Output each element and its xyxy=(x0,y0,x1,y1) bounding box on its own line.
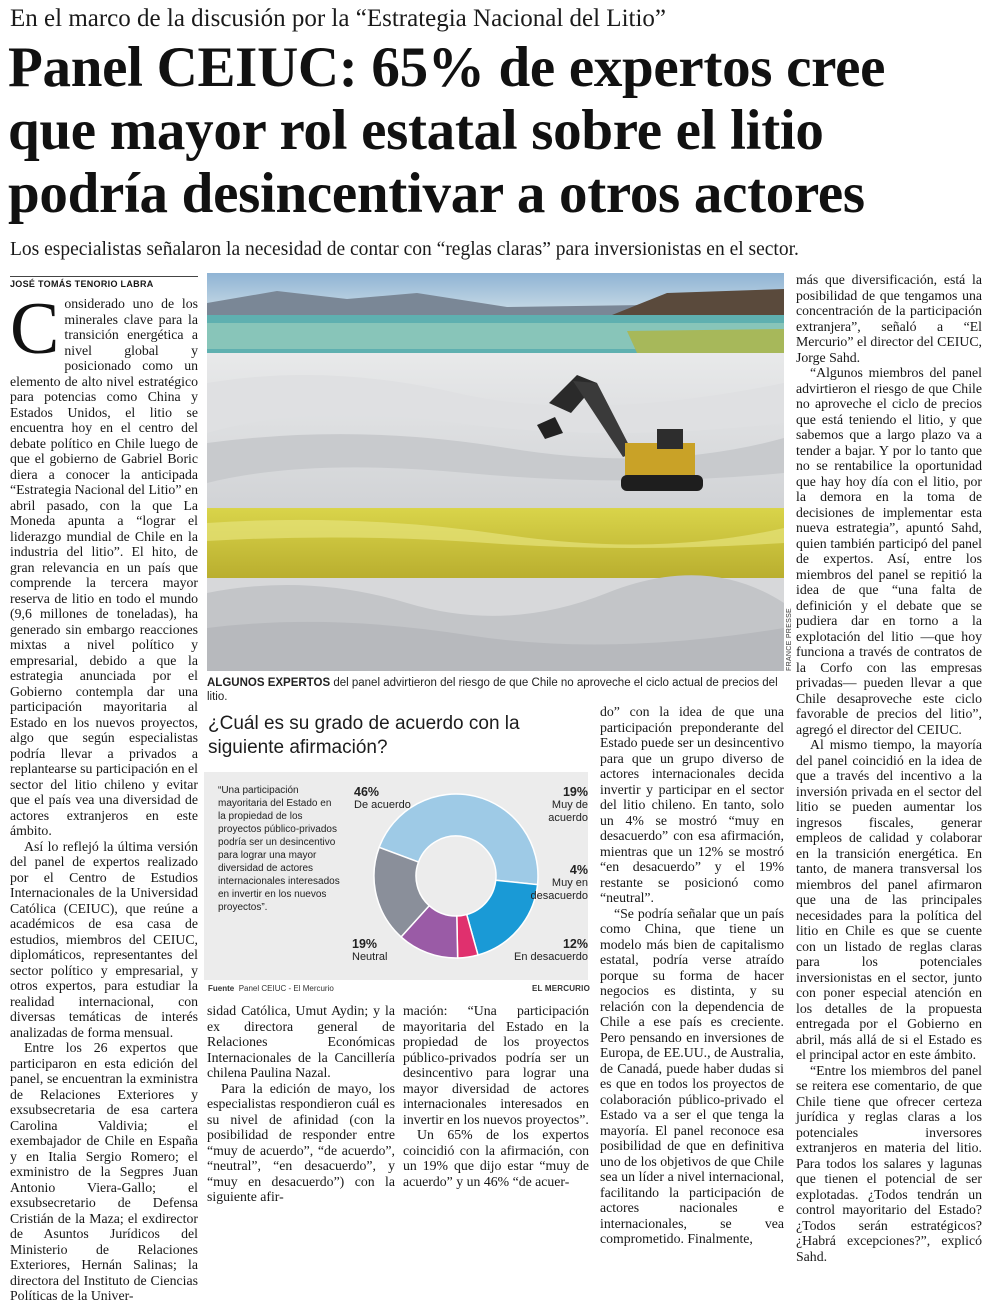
label-de-acuerdo xyxy=(354,786,411,812)
source-label: Fuente xyxy=(208,984,235,993)
photo-caption xyxy=(207,676,787,704)
subheadline: Los especialistas señalaron la necesidad de contar con “reglas claras” para inversionistas en el sector. xyxy=(10,239,799,260)
label-muy-en-desacuerdo xyxy=(528,864,588,903)
headline: Panel CEIUC: 65% de expertos cree que mayor rol estatal sobre el litio podría desincentivar a otros actores xyxy=(8,36,886,225)
infographic-question: ¿Cuál es su grado de acuerdo con la siguiente afirmación? xyxy=(208,713,520,758)
paragraph: más que diversificación, está la posibilidad de que tengamos una concentración de la participación extranjera”, señaló a “El Mercurio” el director del CEIUC, Jorge Sahd. xyxy=(796,272,982,365)
paragraph: do” con la idea de que una participación preponderante del Estado puede ser un desincentivo para que un grupo diverso de actores internacionales decida invertir y participar en el sector del litio chileno. En tanto, solo un 4% se mostró “muy en desacuerdo” con esa afirmación, mientras que un 12% se mostró “en desacuerdo” y el 19% restante se posicionó como “neutral”. xyxy=(600,704,784,905)
survey-statement: “Una participación mayoritaria del Estado en la propiedad de los proyectos público-privados podría ser un desincentivo para lograr una mayor diversidad de actores internacionales interesados en invertir en los nuevos proyectos”. xyxy=(218,785,340,913)
paragraph: mación: “Una participación mayoritaria del Estado en la propiedad de los proyectos público-privados podría ser un desincentivo para lograr una mayor diversidad de actores internacionales interesados en invertir en los nuevos proyectos”. xyxy=(403,1003,589,1127)
paragraph: “Algunos miembros del panel advirtieron el riesgo de que Chile no aproveche el ciclo de precios que está teniendo el litio, y que sabemos que a largo plazo va a tender a bajar. Y por lo tanto que no se rentabilice la oportunidad que hay hoy día con el litio, por la demora en la toma de decisiones de implementar esta nueva estrategia”, apuntó Sahd, quien también participó del panel de expertos. Así, entre los miembros del panel se repitió la idea de que “una falta de definición y el debate que se pudiera dar en torno a la explotación del litio —que hoy funciona a través de contratos de la Corfo con las empresas privadas— pueden llevar a que Chile desaproveche este ciclo favorable de precios del litio”, agregó el director del CEIUC. xyxy=(796,365,982,737)
name-neutral: Neutral xyxy=(352,951,388,963)
paragraph: Al mismo tiempo, la mayoría del panel coincidió en la idea de que a través del incentivo a la inversión privada en el sector del litio se pueden aumentar los ingresos fiscales, generar empleos de calidad y colaborar en la transición energética. En tanto, de manera transversal los miembros del panel afirmaron que una de las principales necesidades para la política del litio en Chile es que se cuente con un listado de reglas claras para los potenciales inversionistas en el sector, junto con poner especial atención en los detalles de la propuesta entregada por el Gobierno en abril, más allá de si el Estado es el principal actor en este ámbito. xyxy=(796,737,982,1062)
column-4 xyxy=(600,704,784,1246)
name-en-desacuerdo: En desacuerdo xyxy=(514,951,588,963)
column-1 xyxy=(10,288,198,1303)
caption-lead: ALGUNOS EXPERTOS xyxy=(207,677,331,689)
label-en-desacuerdo xyxy=(492,938,588,964)
byline: JOSÉ TOMÁS TENORIO LABRA xyxy=(10,276,198,289)
column-2 xyxy=(207,1003,395,1204)
pct-en-desacuerdo: 12% xyxy=(562,937,588,951)
paragraph: Así lo reflejó la última versión del panel de expertos realizado por el Centro de Estudios Internacionales de la Universidad Católica (CEIUC), que reúne a académicos de esa casa de estudios, miembros del CEIUC, diplomáticos, representantes del sector político y empresarial, y otros expertos, para estudiar la realidad internacional, con diversas temáticas de interés analizadas de forma mensual. xyxy=(10,838,198,1040)
pct-muy-de-acuerdo: 19% xyxy=(562,785,588,799)
column-3 xyxy=(403,1003,589,1201)
photo-credit: FRANCE PRESSE xyxy=(786,607,793,671)
source-text: Panel CEIUC - El Mercurio xyxy=(238,984,334,993)
publisher-label: EL MERCURIO xyxy=(531,984,590,993)
label-neutral xyxy=(352,938,387,964)
label-muy-de-acuerdo xyxy=(528,786,588,825)
name-muy-de-acuerdo: Muy de acuerdo xyxy=(548,799,588,824)
pct-neutral: 19% xyxy=(352,937,378,951)
paragraph: Para la edición de mayo, los especialistas respondieron cuál es su nivel de afinidad (con la posibilidad de responder entre “muy de acuerdo”, “de acuerdo”, “neutral”, “en desacuerdo”, y “muy en desacuerdo”) con la siguiente afir- xyxy=(207,1080,395,1204)
name-muy-en-desacuerdo: Muy en desacuerdo xyxy=(530,877,588,902)
caption-text: del panel advirtieron del riesgo de que Chile no aproveche el ciclo actual de precios del litio. xyxy=(207,677,778,703)
paragraph: Un 65% de los expertos coincidió con la afirmación, con un 19% que dijo estar “muy de acuerdo” y un 46% “de acuer- xyxy=(403,1127,589,1189)
column-5 xyxy=(796,272,982,1264)
paragraph: “Entre los miembros del panel se reitera ese comentario, de que Chile tiene que ofrecer certeza jurídica y reglas claras a los potenciales inversores extranjeros en materia del litio. Para todos los salares y lagunas que tienen el potencial de ser explotadas. ¿Todos tendrán un control mayoritario del Estado? ¿Todos serán estratégicos? ¿Habrá excepciones?”, explicó Sahd. xyxy=(796,1062,982,1264)
excavator-salt-flat-illustration xyxy=(207,273,784,671)
survey-infographic xyxy=(200,704,592,996)
pct-muy-en-desacuerdo: 4% xyxy=(569,863,588,877)
name-de-acuerdo: De acuerdo xyxy=(354,799,411,811)
chart-source xyxy=(208,984,592,993)
paragraph: “Se podría señalar que un país como China, que tiene un modelo más bien de capitalismo estatal, podría verse atraído porque su forma de hacer negocios es distinta, y su relación con la dependencia de Chile a ese país es creciente. Pero pensando en inversiones de Europa, de EE.UU., de Australia, de Canadá, puede haber dudas si es que en todos los proyectos de colaboración público-privado el Estado va a ser el que tenga la mayoría. El panel reconoce esa posibilidad de que en definitiva uno de los objetivos de que Chile sea un líder a nivel internacional, facilitando la participación de actores nacionales e internacionales, se vea comprometido. Finalmente, xyxy=(600,905,784,1246)
lithium-mine-photo xyxy=(207,273,784,671)
kicker: En el marco de la discusión por la “Estrategia Nacional del Litio” xyxy=(10,5,667,32)
pct-de-acuerdo: 46% xyxy=(354,785,380,799)
drop-cap: C xyxy=(10,288,60,370)
paragraph: sidad Católica, Umut Aydin; y la ex directora general de Relaciones Económicas Internacionales de la Cancillería chilena Paulina Nazal. xyxy=(207,1003,395,1080)
paragraph: Entre los 26 expertos que participaron en esta edición del panel, se encuentran la exministra de Relaciones Exteriores y exsubsecretaria de esa cartera Carolina Valdivia; el exembajador de Chile en España y en Italia Sergio Romero; el exministro de la Segpres Juan Antonio Viera-Gallo; el exsubsecretario de Defensa Cristián de la Maza; el exdirector de Asuntos Jurídicos del Ministerio de Relaciones Exteriores, Hernán Salinas; la directora del Instituto de Ciencias Políticas de la Univer- xyxy=(10,1040,198,1303)
paragraph: onsiderado uno de los minerales clave para la transición energética a nivel global y posicionado como un elemento de alto nivel estratégico para potencias como China y Estados Unidos, el litio se encuentra hoy en el centro del debate político en Chile luego de que el gobierno de Gabriel Boric diera a conocer la anticipada “Estrategia Nacional del Litio” en abril pasado, con la que La Moneda apunta a “lograr el liderazgo mundial de Chile en la industria del litio”. El hito, de gran relevancia en un país que comprende la tercera mayor reserva de litio en todo el mundo (9,6 millones de toneladas), ha generado sin embargo reacciones mixtas a nivel político y empresarial, debido a que la estrategia anunciada por el Gobierno contempla dar una participación mayoritaria al Estado en los nuevos proyectos, algo que según especialistas podría llevar a privados a replantearse su participación en el sector del litio chileno y evitar que el país vea una diversidad de actores extranjeros en este ámbito. xyxy=(10,296,198,838)
